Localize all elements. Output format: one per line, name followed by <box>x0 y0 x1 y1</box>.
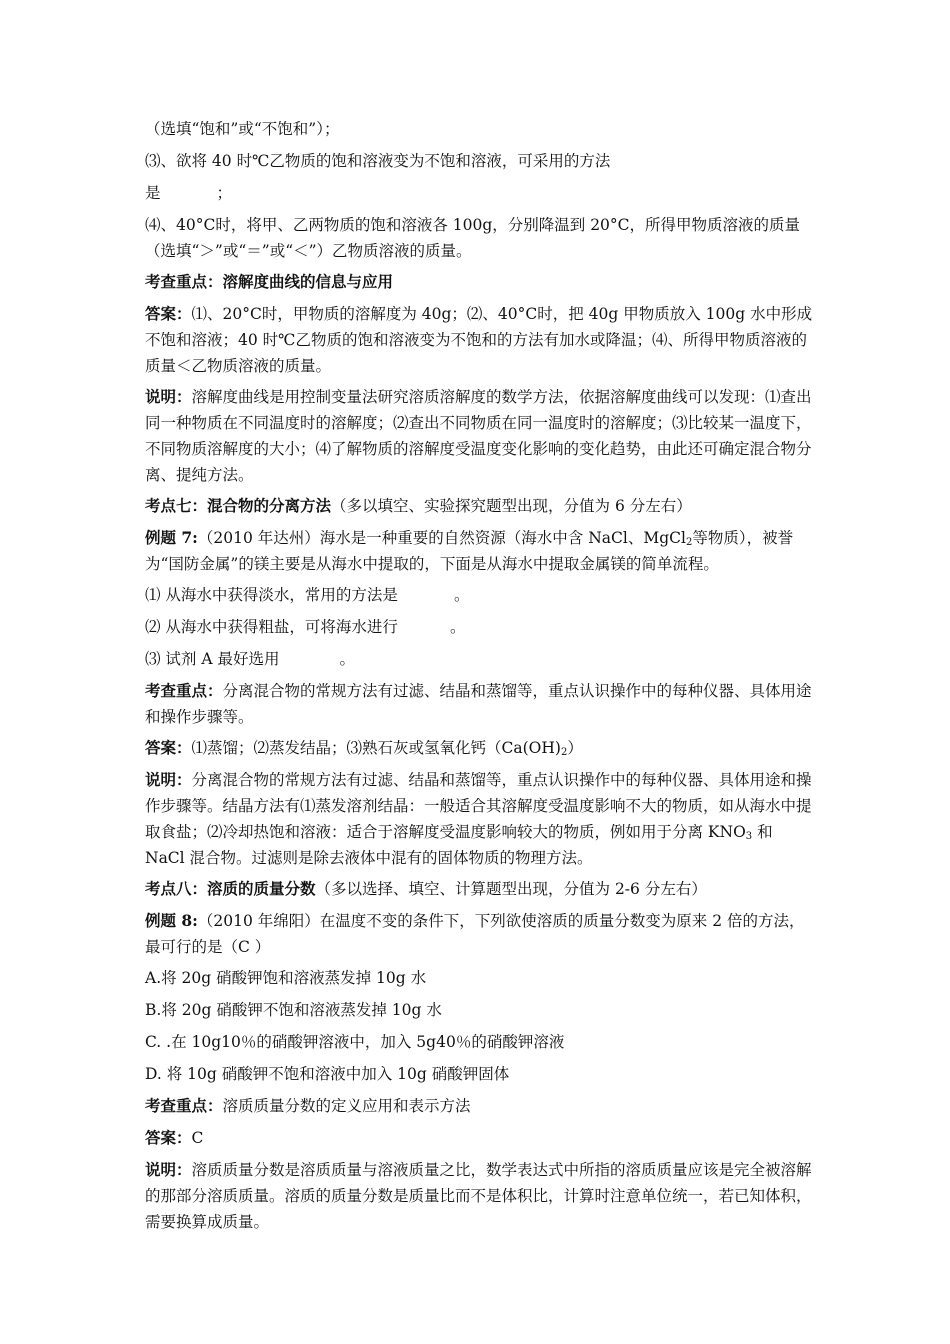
answer-paragraph: 答案：⑴蒸馏；⑵蒸发结晶；⑶熟石灰或氢氧化钙$(Ca(OH)_2)$ <box>145 738 583 758</box>
example-8: 例题 8:（2010 年绵阳）在温度不变的条件下，下列欲使溶质的质量分数变为原来 2 倍的方法，最可行的是（C ） <box>145 911 805 956</box>
focus-paragraph: 考查重点：分离混合物的常规方法有过滤、结晶和蒸馏等，重点认识操作中的每种仪器、具体用途和操作步骤等。 <box>145 681 812 726</box>
question-3-blank-line: 是 ； <box>145 184 233 202</box>
explanation-paragraph: 说明：分离混合物的常规方法有过滤、结晶和蒸馏等，重点认识操作中的每种仪器、具体用途和操作步骤等。结晶方法有⑴蒸发溶剂结晶：一般适合其溶解度受温度影响不大的物质，如从海水中提取食盐；⑵冷却热饱和溶液：适合于溶解度受温度影响较大的物质，例如用于分离 $KNO_3$ 和 NaCl 混合物。过滤则是除去液体中混有的固体物质的物理方法。 <box>145 770 812 867</box>
explanation-paragraph: 说明：溶质质量分数是溶质质量与溶液质量之比，数学表达式中所指的溶质质量应该是完全被溶解的那部分溶质质量。溶质的质量分数是质量比而不是体积比，计算时注意单位统一，若已知体积，需要换算成质量。 <box>145 1160 812 1231</box>
question-3: ⑶、欲将 40 时℃乙物质的饱和溶液变为不饱和溶液，可采用的方法 <box>145 152 611 170</box>
option-a: A.将 20g 硝酸钾饱和溶液蒸发掉 10g 水 <box>145 969 427 987</box>
focus-paragraph: 考查重点：溶解度曲线的信息与应用 <box>145 272 394 291</box>
option-c: C. .在 10g10％的硝酸钾溶液中，加入 5g40％的硝酸钾溶液 <box>145 1033 565 1051</box>
question-4: ⑷、40°C时，将甲、乙两物质的饱和溶液各 100g，分别降温到 20°C，所得甲物质溶液的质量 （选填“＞”或“＝”或“＜”）乙物质溶液的质量。 <box>145 216 801 260</box>
question-continuation: （选填“饱和”或“不饱和”）； <box>145 120 340 138</box>
example-7-q3: ⑶ 试剂 A 最好选用 。 <box>145 650 355 668</box>
option-b: B.将 20g 硝酸钾不饱和溶液蒸发掉 10g 水 <box>145 1001 442 1019</box>
section-heading-7: 考点七：混合物的分离方法（多以填空、实验探究题型出现，分值为 6 分左右） <box>145 496 692 515</box>
focus-paragraph: 考查重点：溶质质量分数的定义应用和表示方法 <box>145 1096 471 1115</box>
example-7: 例题 7:（2010 年达州）海水是一种重要的自然资源（海水中含 NaCl、MgCl$_2$等物质），被誉为“国防金属”的镁主要是从海水中提取的，下面是从海水中提取金属镁的简单流程。 <box>145 528 794 573</box>
section-heading-8: 考点八：溶质的质量分数（多以选择、填空、计算题型出现，分值为 2-6 分左右） <box>145 879 707 898</box>
option-d: D. 将 10g 硝酸钾不饱和溶液中加入 10g 硝酸钾固体 <box>145 1065 510 1083</box>
document-page <box>145 116 813 1240</box>
example-7-q1: ⑴ 从海水中获得淡水，常用的方法是 。 <box>145 586 470 604</box>
answer-paragraph: 答案：⑴、20°C时，甲物质的溶解度为 40g；⑵、40°C时，把 40g 甲物质放入 100g 水中形成不饱和溶液；40 时℃乙物质的饱和溶液变为不饱和的方法有加水或降温；⑷、所得甲物质溶液的质量＜乙物质溶液的质量。 <box>145 304 813 375</box>
answer-paragraph: 答案：C <box>145 1128 204 1147</box>
explanation-paragraph: 说明：溶解度曲线是用控制变量法研究溶质溶解度的数学方法，依据溶解度曲线可以发现：⑴查出同一种物质在不同温度时的溶解度；⑵查出不同物质在同一温度时的溶解度；⑶比较某一温度下，不同物质溶解度的大小；⑷了解物质的溶解度受温度变化影响的变化趋势，由此还可确定混合物分离、提纯方法。 <box>145 387 812 484</box>
example-7-q2: ⑵ 从海水中获得粗盐，可将海水进行 。 <box>145 618 466 636</box>
